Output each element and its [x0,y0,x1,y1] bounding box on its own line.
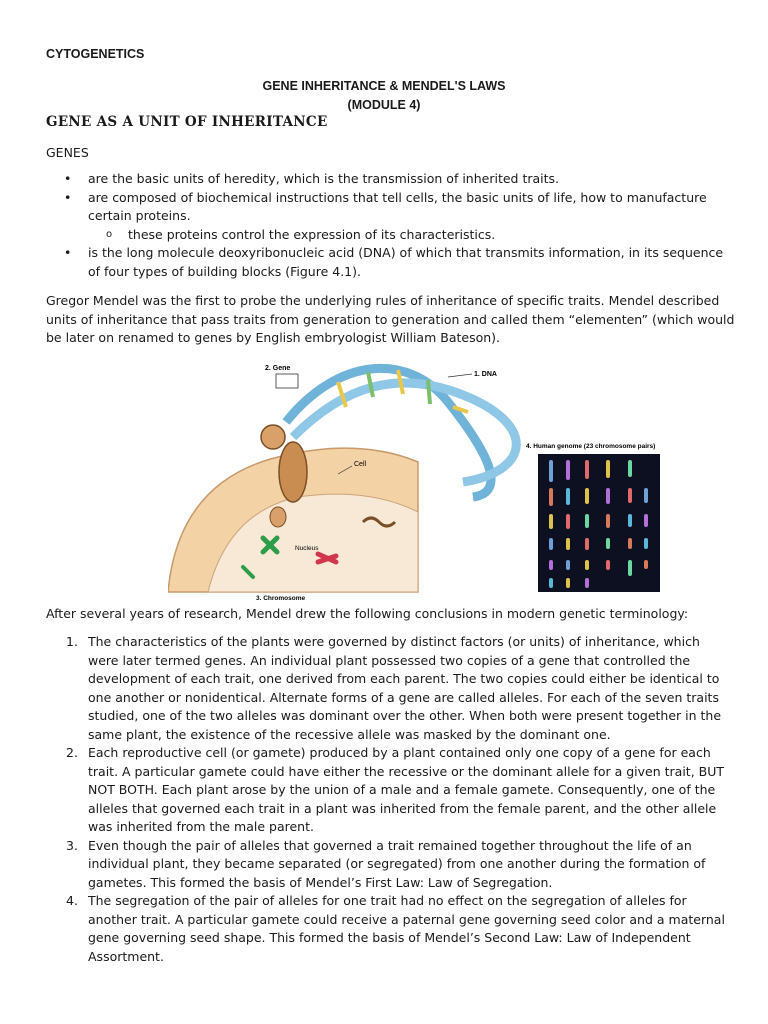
label-gene: 2. Gene [265,365,291,372]
figure-dna-illustration [168,362,688,602]
sub-bullet-item: o these proteins control the expression of its characteristics. [46,226,736,245]
bullet-item: • are composed of biochemical instructions that tell cells, the basic units of life, how to manufacture certain proteins. [64,189,707,223]
label-nucleus: Nucleus [295,545,319,552]
bullet-dot-icon: • [64,171,72,186]
genes-bullet-list [46,170,736,281]
mendel-paragraph: Gregor Mendel was the first to probe the underlying rules of inheritance of specific traits. Mendel described units of inheritance that pass traits from generation to generation and called them “elementen” (which would be later on renamed to genes by English embryologist William Bateson). [46,293,735,345]
bullet-item: • is the long molecule deoxyribonucleic acid (DNA) of which that transmits information, in its sequence of four types of building blocks (Figure 4.1). [64,245,724,279]
conclusion-number: 3. [66,837,78,853]
section-heading: GENE AS A UNIT OF INHERITANCE [46,114,328,130]
course-title: CYTOGENETICS [46,47,145,61]
conclusion-item [46,837,726,893]
conclusions-intro: After several years of research, Mendel drew the following conclusions in modern genetic terminology: [46,606,689,621]
genes-label: GENES [46,145,89,160]
label-chromosome: 3. Chromosome [256,595,306,602]
bullet-dot-icon: • [64,189,72,205]
conclusion-text: Even though the pair of alleles that governed a trait remained together throughout the life of an individual plant, they became separated (or segregated) from one another during the formation of gametes. This formed the basis of Mendel’s First Law: Law of Segregation. [88,837,706,890]
conclusion-text: The characteristics of the plants were governed by distinct factors (or units) of inheritance, which were later termed genes. An individual plant possessed two copies of a gene that controlled the development of each trait, one derived from each parent. The two copies could either be identical to one another or nonidentical. Alternate forms of a gene are called alleles. For each of the seven traits studied, one of the two alleles was dominant over the other. When both were present together in the same plant, the existence of the recessive allele was masked by the dominant one. [88,634,722,742]
cell-illustration [168,365,516,602]
module-title-line1: GENE INHERITANCE & MENDEL'S LAWS [262,79,506,93]
bullet-dot-icon: • [64,245,72,260]
label-genome: 4. Human genome (23 chromosome pairs) [526,443,656,450]
conclusion-text: The segregation of the pair of alleles for one trait had no effect on the segregation of alleles for another trait. A particular gamete could receive a paternal gene governing seed color and a maternal gene governing seed shape. This formed the basis of Mendel’s Second Law: Law of Independent Assortment. [88,893,725,964]
conclusion-item [46,744,726,837]
module-title-line2: (MODULE 4) [347,98,421,112]
conclusions-list [46,633,726,966]
label-cell: Cell [354,461,367,468]
conclusion-item [46,633,726,744]
conclusion-number: 1. [66,634,78,649]
bullet-item: • are the basic units of heredity, which is the transmission of inherited traits. [46,170,736,189]
karyotype-panel [526,443,660,592]
conclusion-text: Each reproductive cell (or gamete) produced by a plant contained only one copy of a gene for each trait. A particular gamete could have either the recessive or the dominant allele for a given trait, BUT NOT BOTH. Each plant arose by the union of a male and a female gamete. Consequently, one of the alleles that governed each trait in a plant was inherited from the female parent, and the other allele was inherited from the male parent. [88,745,724,834]
sub-bullet-icon: o [106,228,113,240]
label-dna: 1. DNA [474,371,497,378]
conclusion-number: 2. [66,745,78,760]
conclusion-number: 4. [66,893,78,908]
conclusion-item [46,892,726,966]
module-title [0,77,768,115]
